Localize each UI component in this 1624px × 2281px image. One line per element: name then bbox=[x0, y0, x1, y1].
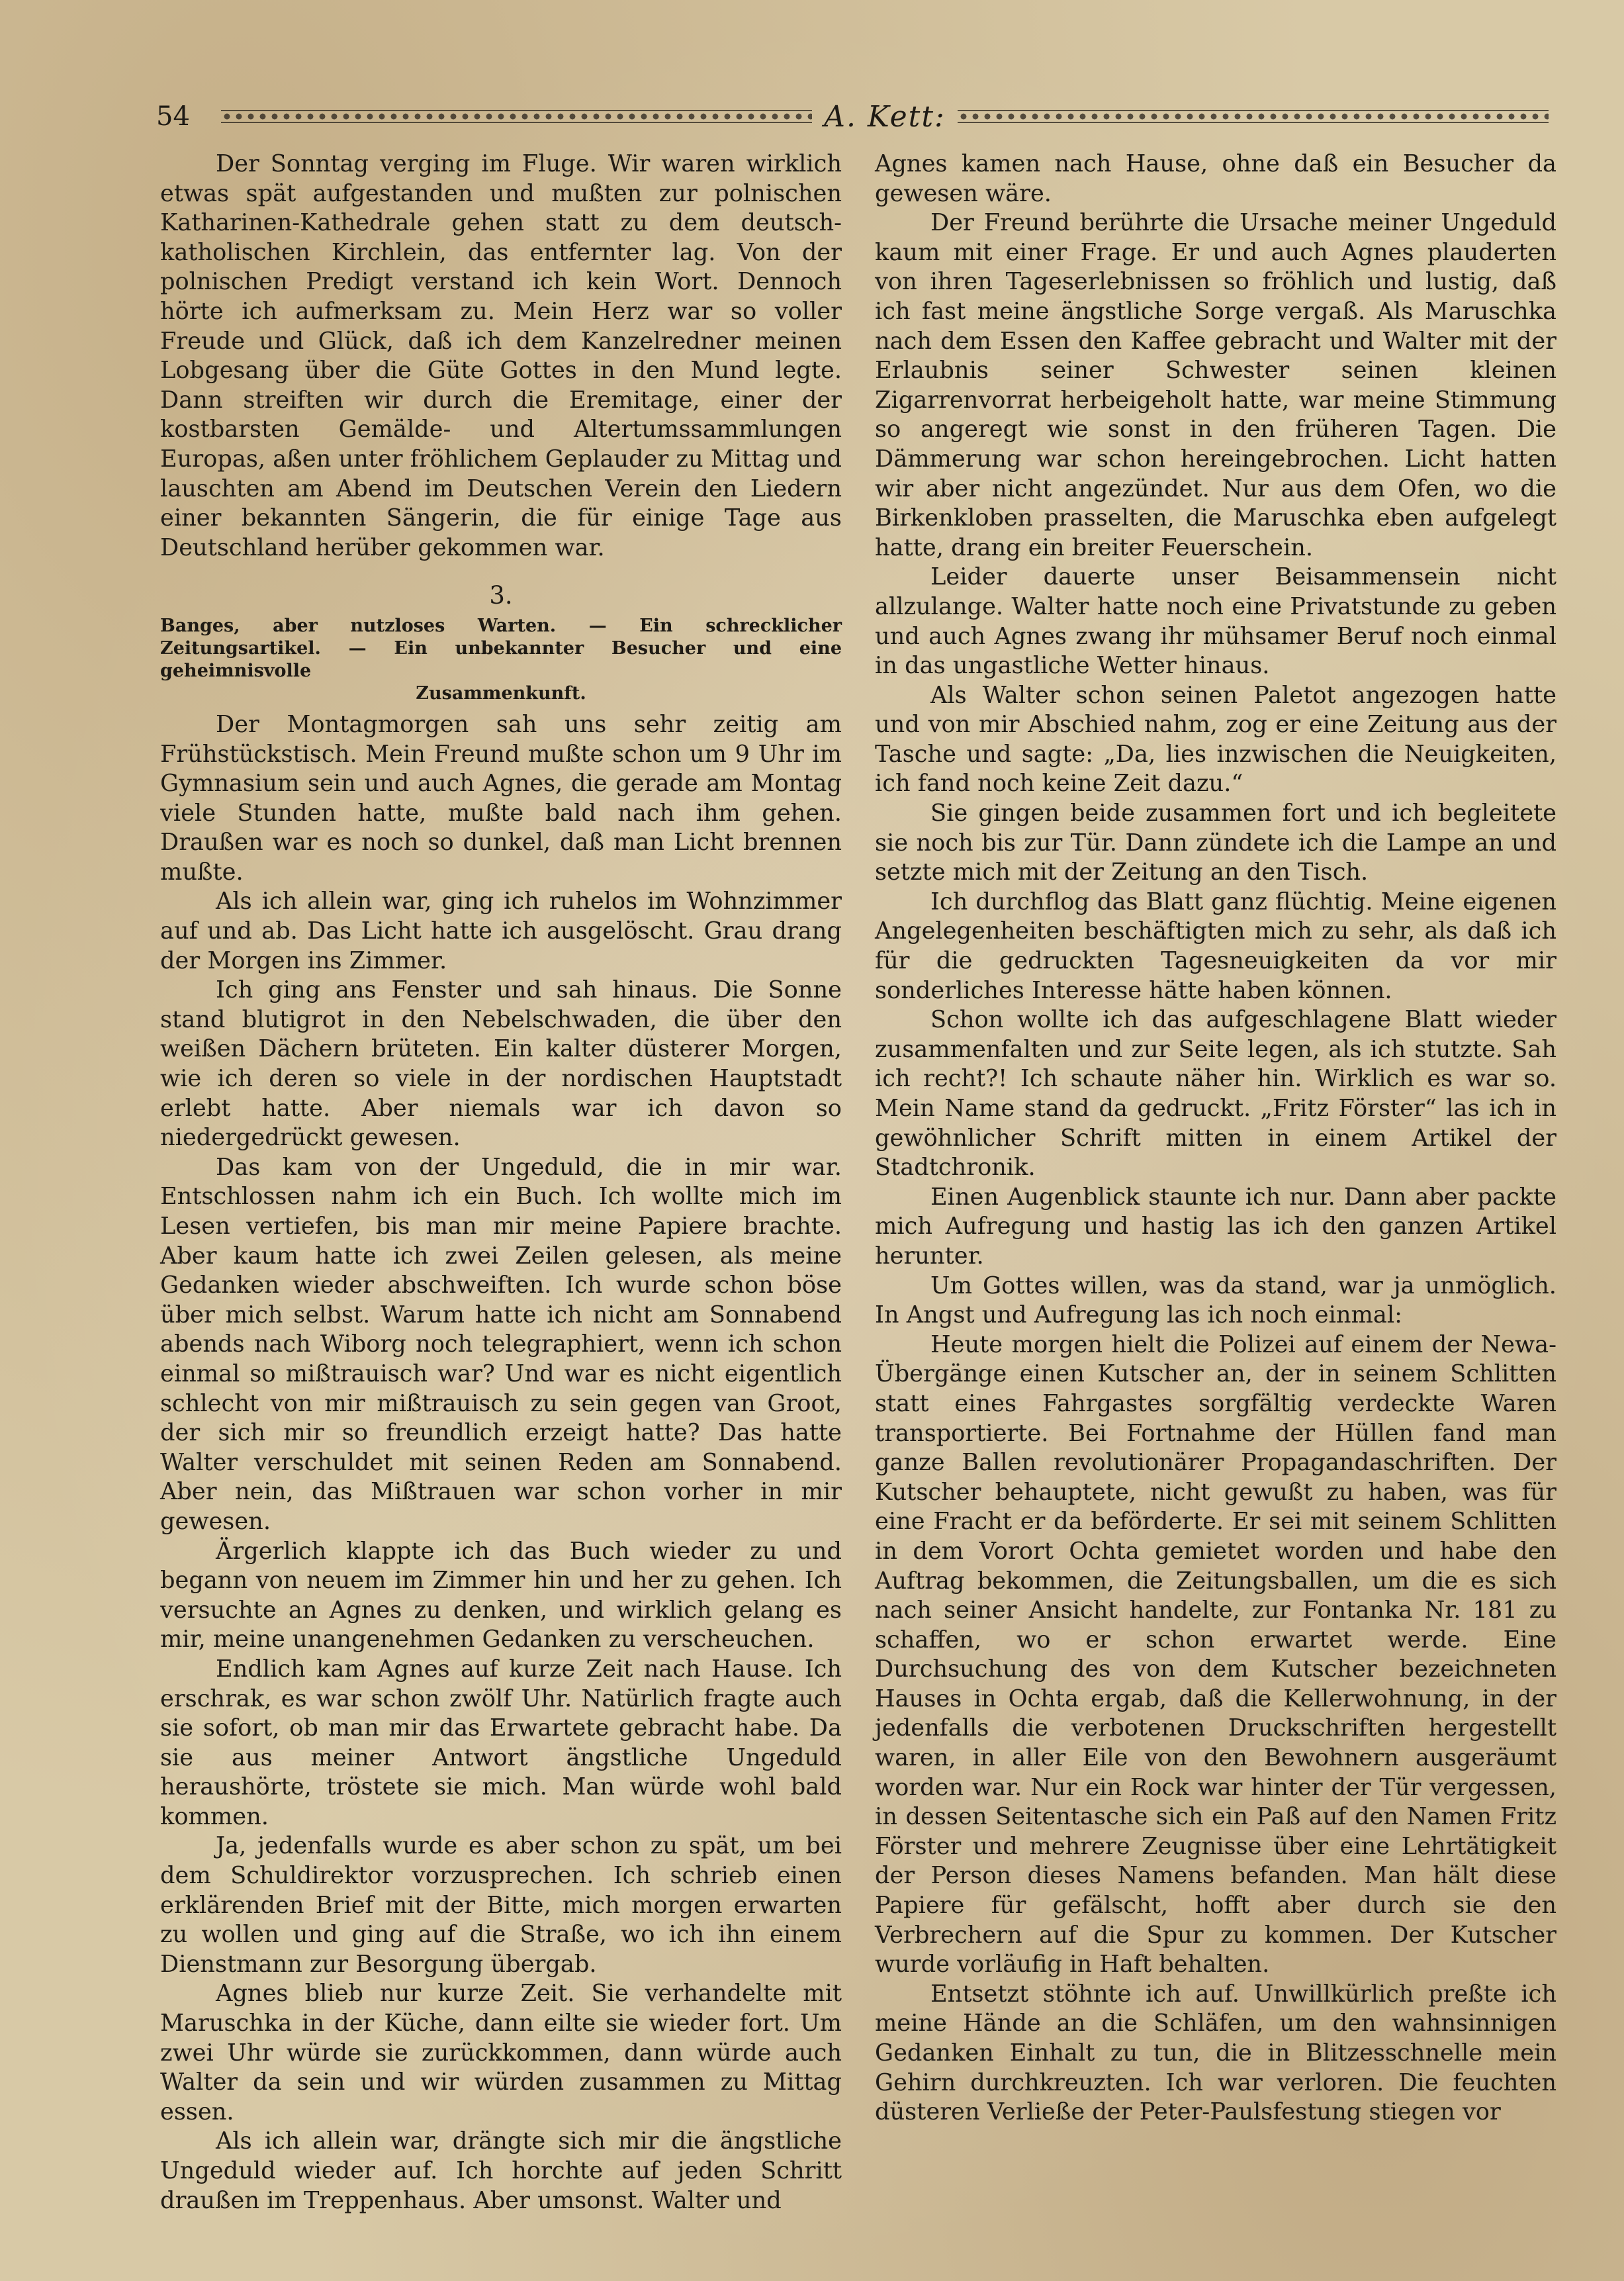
left-column bbox=[160, 150, 842, 2215]
paragraph-continuation: Agnes kamen nach Hause, ohne daß ein Besucher da gewesen wäre. bbox=[875, 150, 1556, 207]
chapter-summary-text: Banges, aber nutzloses Warten. — Ein schrecklicher Zeitungsartikel. — Ein unbekannter Besucher und eine geheimnisvolle bbox=[160, 615, 842, 681]
right-column bbox=[875, 150, 1556, 2127]
paragraph: Sie gingen beide zusammen fort und ich begleitete sie noch bis zur Tür. Dann zündete ich die Lampe an und setzte mich mit der Zeitung an den Tisch. bbox=[875, 800, 1556, 886]
chapter-summary-last-line: Zusammenkunft. bbox=[416, 682, 586, 704]
paragraph: Agnes blieb nur kurze Zeit. Sie verhandelte mit Maruschka in der Küche, dann eilte sie wieder fort. Um zwei Uhr würde sie zurückkommen, dann würde auch Walter da sein und wir würden zusammen zu Mittag essen. bbox=[160, 1980, 842, 2125]
ornament-rule-right bbox=[958, 110, 1549, 123]
paragraph: Einen Augenblick staunte ich nur. Dann aber packte mich Aufregung und hastig las ich den ganzen Artikel herunter. bbox=[875, 1183, 1556, 1270]
paragraph: Ärgerlich klappte ich das Buch wieder zu und begann von neuem im Zimmer hin und her zu gehen. Ich versuchte an Agnes zu denken, und wirklich gelang es mir, meine unangenehmen Gedanken zu verscheuchen. bbox=[160, 1537, 842, 1653]
paragraph: Ich durchflog das Blatt ganz flüchtig. Meine eigenen Angelegenheiten beschäftigten mich zu sehr, als daß ich für die gedruckten Tagesneuigkeiten da vor mir sonderliches Interesse hätte haben können. bbox=[875, 888, 1556, 1004]
ornament-rule-left bbox=[221, 110, 812, 123]
page-header bbox=[156, 97, 1560, 136]
paragraph: Entsetzt stöhnte ich auf. Unwillkürlich preßte ich meine Hände an die Schläfen, um den wahnsinnigen Gedanken Einhalt zu tun, die in Blitzesschnelle mein Gehirn durchkreuzten. Ich war verloren. Die feuchten düsteren Verließe der Peter-Paulsfestung stiegen vor bbox=[875, 1980, 1556, 2126]
paragraph: Um Gottes willen, was da stand, war ja unmöglich. In Angst und Aufregung las ich noch einmal: bbox=[875, 1272, 1556, 1329]
paragraph: Als ich allein war, drängte sich mir die ängstliche Ungeduld wieder auf. Ich horchte auf jeden Schritt draußen im Treppenhaus. Aber umsonst. Walter und bbox=[160, 2127, 842, 2214]
paragraph: Endlich kam Agnes auf kurze Zeit nach Hause. Ich erschrak, es war schon zwölf Uhr. Natürlich fragte auch sie sofort, ob man mir das Erwartete gebracht habe. Da sie aus meiner Antwort ängstliche Ungeduld heraushörte, tröstete sie mich. Man würde wohl bald kommen. bbox=[160, 1655, 842, 1830]
paragraph: Der Sonntag verging im Fluge. Wir waren wirklich etwas spät aufgestanden und mußten zur polnischen Katharinen-Kathedrale gehen statt zu dem deutsch-katholischen Kirchlein, das entfernter lag. Von der polnischen Predigt verstand ich kein Wort. Dennoch hörte ich aufmerksam zu. Mein Herz war so voller Freude und Glück, daß ich dem Kanzelredner meinen Lobgesang über die Güte Gottes in den Mund legte. Dann streiften wir durch die Eremitage, einer der kostbarsten Gemälde- und Altertumssammlungen Europas, aßen unter fröhlichem Geplauder zu Mittag und lauschten am Abend im Deutschen Verein den Liedern einer bekannten Sängerin, die für einige Tage aus Deutschland herüber gekommen war. bbox=[160, 150, 842, 561]
newspaper-quote: Heute morgen hielt die Polizei auf einem der Newa-Übergänge einen Kutscher an, der in seinem Schlitten statt eines Fahrgastes sorgfältig verdeckte Waren transportierte. Bei Fortnahme der Hüllen fand man ganze Ballen revolutionärer Propagandaschriften. Der Kutscher behauptete, nicht gewußt zu haben, was für eine Fracht er da beförderte. Er sei mit seinem Schlitten in dem Vorort Ochta gemietet worden und habe den Auftrag bekommen, die Zeitungsballen, um die es sich nach seiner Ansicht handelte, zur Fontanka Nr. 181 zu schaffen, wo er schon erwartet werde. Eine Durchsuchung des von dem Kutscher bezeichneten Hauses in Ochta ergab, daß die Kellerwohnung, in der jedenfalls die verbotenen Druckschriften hergestellt waren, in aller Eile von den Bewohnern ausgeräumt worden war. Nur ein Rock war hinter der Tür vergessen, in dessen Seitentasche sich ein Paß auf den Namen Fritz Förster und mehrere Zeugnisse über eine Lehrtätigkeit der Person dieses Namens befanden. Man hält diese Papiere für gefälscht, hofft aber durch sie den Verbrechern auf die Spur zu kommen. Der Kutscher wurde vorläufig in Haft behalten. bbox=[875, 1330, 1556, 1978]
page-number: 54 bbox=[156, 101, 190, 132]
paragraph: Als ich allein war, ging ich ruhelos im Wohnzimmer auf und ab. Das Licht hatte ich ausgelöscht. Grau drang der Morgen ins Zimmer. bbox=[160, 888, 842, 974]
chapter-summary bbox=[160, 615, 842, 705]
paragraph: Das kam von der Ungeduld, die in mir war. Entschlossen nahm ich ein Buch. Ich wollte mich im Lesen vertiefen, bis man mir meine Papiere brachte. Aber kaum hatte ich zwei Zeilen gelesen, als meine Gedanken wieder abschweiften. Ich wurde schon böse über mich selbst. Warum hatte ich nicht am Sonnabend abends nach Wiborg noch telegraphiert, wenn ich schon einmal so mißtrauisch war? Und war es nicht eigentlich schlecht von mir mißtrauisch zu sein gegen van Groot, der sich mir so freundlich erzeigt hatte? Das hatte Walter verschuldet mit seinen Reden am Sonnabend. Aber nein, das Mißtrauen war schon vorher in mir gewesen. bbox=[160, 1153, 842, 1535]
paragraph: Der Montagmorgen sah uns sehr zeitig am Frühstückstisch. Mein Freund mußte schon um 9 Uhr im Gymnasium sein und auch Agnes, die gerade am Montag viele Stunden hatte, mußte bald nach ihm gehen. Draußen war es noch so dunkel, daß man Licht brennen mußte. bbox=[160, 710, 842, 886]
chapter-number: 3. bbox=[489, 581, 513, 610]
paragraph: Als Walter schon seinen Paletot angezogen hatte und von mir Abschied nahm, zog er eine Zeitung aus der Tasche und sagte: „Da, lies inzwischen die Neuigkeiten, ich fand noch keine Zeit dazu.“ bbox=[875, 681, 1556, 798]
running-head: A. Kett: bbox=[824, 99, 946, 134]
paragraph: Schon wollte ich das aufgeschlagene Blatt wieder zusammenfalten und zur Seite legen, als ich stutzte. Sah ich recht?! Ich schaute näher hin. Wirklich es war so. Mein Name stand da gedruckt. „Fritz Förster“ las ich in gewöhnlicher Schrift mitten in einem Artikel der Stadtchronik. bbox=[875, 1006, 1556, 1182]
paragraph: Ja, jedenfalls wurde es aber schon zu spät, um bei dem Schuldirektor vorzusprechen. Ich schrieb einen erklärenden Brief mit der Bitte, mich morgen erwarten zu wollen und ging auf die Straße, wo ich ihn einem Dienstmann zur Besorgung übergab. bbox=[160, 1832, 842, 1978]
paragraph: Der Freund berührte die Ursache meiner Ungeduld kaum mit einer Frage. Er und auch Agnes plauderten von ihren Tageserlebnissen so fröhlich und lustig, daß ich fast meine ängstliche Sorge vergaß. Als Maruschka nach dem Essen den Kaffee gebracht und Walter mit der Erlaubnis seiner Schwester seinen kleinen Zigarrenvorrat herbeigeholt hatte, war meine Stimmung so angeregt wie sonst in den früheren Tagen. Die Dämmerung war schon hereingebrochen. Licht hatten wir aber nicht angezündet. Nur aus dem Ofen, wo die Birkenkloben prasselten, die Maruschka eben aufgelegt hatte, drang ein breiter Feuerschein. bbox=[875, 209, 1556, 561]
paragraph: Leider dauerte unser Beisammensein nicht allzulange. Walter hatte noch eine Privatstunde zu geben und auch Agnes zwang ihr mühsamer Beruf noch einmal in das ungastliche Wetter hinaus. bbox=[875, 563, 1556, 680]
paragraph: Ich ging ans Fenster und sah hinaus. Die Sonne stand blutigrot in den Nebelschwaden, die über den weißen Dächern brüteten. Ein kalter düsterer Morgen, wie ich deren so viele in der nordischen Hauptstadt erlebt hatte. Aber niemals war ich davon so niedergedrückt gewesen. bbox=[160, 976, 842, 1152]
